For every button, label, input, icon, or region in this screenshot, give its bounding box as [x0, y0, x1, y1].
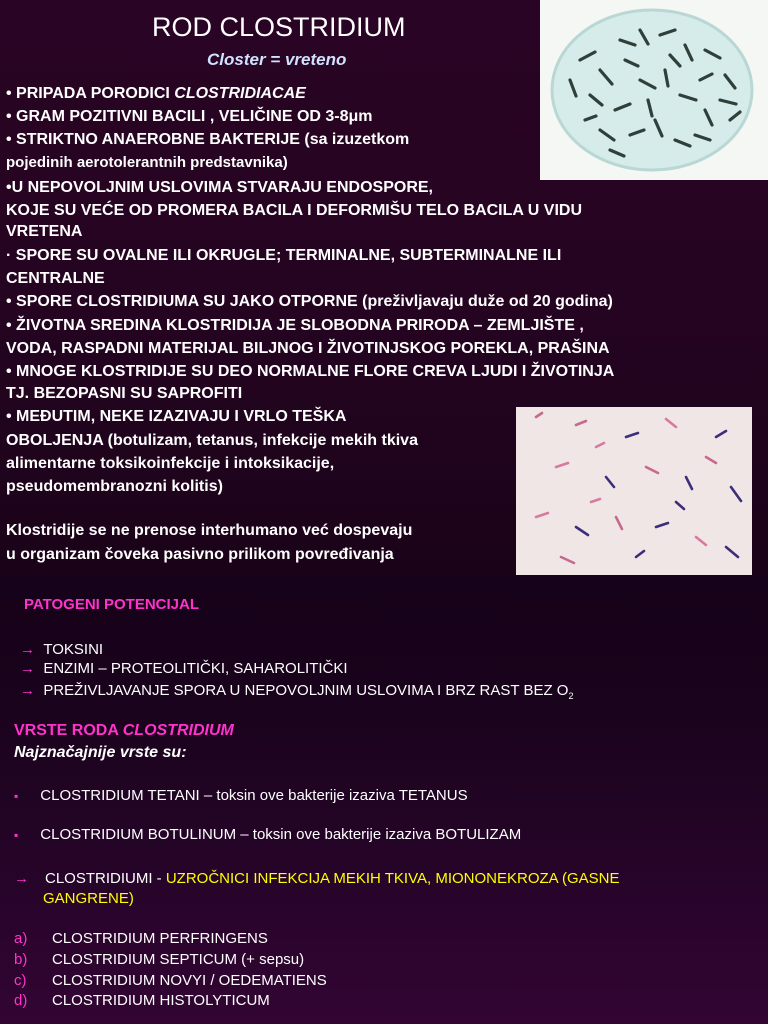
line-vretena: VRETENA: [6, 223, 83, 240]
list-item: c) CLOSTRIDIUM NOVYI / OEDEMATIENS: [14, 972, 327, 989]
page-subtitle: Closter = vreteno: [207, 50, 347, 69]
list-item: d) CLOSTRIDIUM HISTOLYTICUM: [14, 992, 270, 1009]
species-intro: Najznačajnije vrste su:: [14, 744, 187, 761]
line-gram: • GRAM POZITIVNI BACILI , VELIČINE OD 3-8μm: [6, 108, 373, 125]
species-botulinum: ▪ CLOSTRIDIUM BOTULINUM – toksin ove bakterije izaziva BOTULIZAM: [14, 826, 522, 843]
square-bullet-icon: ▪: [14, 789, 19, 803]
line-centralne: CENTRALNE: [6, 270, 105, 287]
pathogenic-item-toxins: → TOKSINI: [20, 641, 104, 658]
micrograph-gram-stain-image: [516, 407, 752, 575]
line-alimentary: alimentarne toksikoinfekcije i intoksikacije,: [6, 455, 335, 472]
species-group: → CLOSTRIDIUMI - UZROČNICI INFEKCIJA MEKIH TKIVA, MIONONEKROZA (GASNE: [14, 870, 620, 887]
page-title: ROD CLOSTRIDIUM: [152, 12, 406, 42]
arrow-icon: →: [20, 682, 35, 699]
micrograph-bacilli-image: [540, 0, 768, 180]
line-habitat-cont: VODA, RASPADNI MATERIJAL BILJNOG I ŽIVOTINJSKOG POREKLA, PRAŠINA: [6, 340, 610, 357]
line-family: • PRIPADA PORODICI CLOSTRIDIACAE: [6, 85, 306, 102]
line-diseases: OBOLJENJA (botulizam, tetanus, infekcije mekih tkiva: [6, 432, 418, 449]
line-habitat: • ŽIVOTNA SREDINA KLOSTRIDIJA JE SLOBODNA PRIRODA – ZEMLJIŠTE ,: [6, 317, 584, 334]
pathogenic-item-survival: → PREŽIVLJAVANJE SPORA U NEPOVOLJNIM USLOVIMA I BRZ RAST BEZ $O_2$: [20, 682, 574, 701]
pathogenic-heading: PATOGENI POTENCIJAL: [24, 596, 200, 613]
list-item: b) CLOSTRIDIUM SEPTICUM (+ sepsu): [14, 951, 305, 968]
line-spore-shape: · SPORE SU OVALNE ILI OKRUGLE; TERMINALNE, SUBTERMINALNE ILI: [6, 247, 562, 264]
species-group-cont: GANGRENE): [43, 890, 134, 907]
arrow-icon: →: [20, 660, 35, 677]
species-tetani: ▪ CLOSTRIDIUM TETANI – toksin ove bakterije izaziva TETANUS: [14, 787, 468, 804]
line-flora: • MNOGE KLOSTRIDIJE SU DEO NORMALNE FLORE CREVA LJUDI I ŽIVOTINJA: [6, 363, 615, 380]
square-bullet-icon: ▪: [14, 828, 19, 842]
pathogenic-item-enzymes: → ENZIMI – PROTEOLITIČKI, SAHAROLITIČKI: [20, 660, 348, 677]
arrow-icon: →: [20, 641, 35, 658]
transmission-line-2: u organizam čoveka pasivno prilikom povređivanja: [6, 546, 394, 563]
line-deform: KOJE SU VEĆE OD PROMERA BACILA I DEFORMIŠU TELO BACILA U VIDU: [6, 202, 583, 219]
transmission-line-1: Klostridije se ne prenose interhumano već dospevaju: [6, 522, 413, 539]
line-resistant: • SPORE CLOSTRIDIUMA SU JAKO OTPORNE (preživljavaju duže od 20 godina): [6, 293, 613, 310]
line-endospore: •U NEPOVOLJNIM USLOVIMA STVARAJU ENDOSPORE,: [6, 179, 433, 196]
line-aerotolerant: pojedinih aerotolerantnih predstavnika): [6, 154, 288, 171]
arrow-icon: →: [14, 870, 29, 887]
line-saprofiti: TJ. BEZOPASNI SU SAPROFITI: [6, 385, 243, 402]
line-however: • MEĐUTIM, NEKE IZAZIVAJU I VRLO TEŠKA: [6, 408, 347, 425]
line-colitis: pseudomembranozni kolitis): [6, 478, 223, 495]
species-heading: VRSTE RODA CLOSTRIDIUM: [14, 722, 234, 739]
list-item: a) CLOSTRIDIUM PERFRINGENS: [14, 930, 268, 947]
line-anaerobic: • STRIKTNO ANAEROBNE BAKTERIJE (sa izuzetkom: [6, 131, 410, 148]
